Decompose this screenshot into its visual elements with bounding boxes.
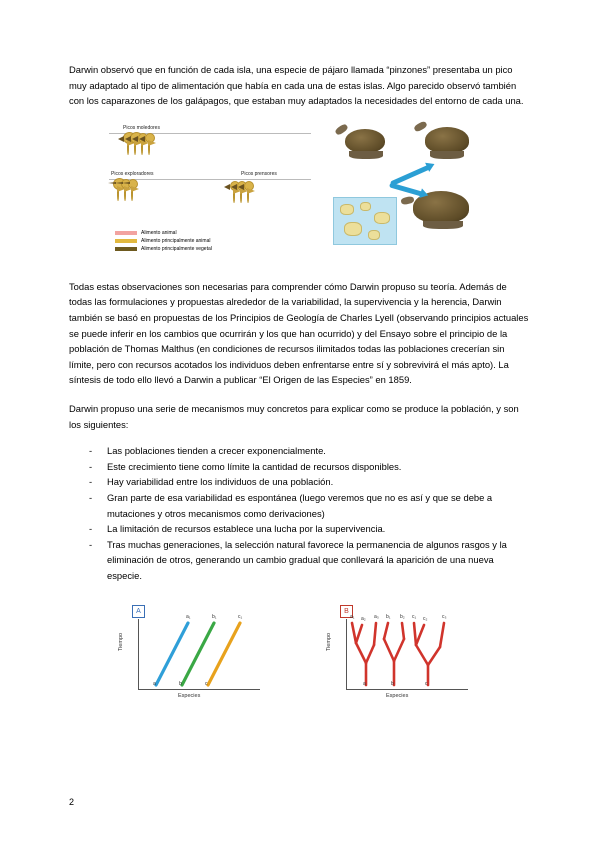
panel-b-x-label: Especies [386, 693, 409, 700]
panel-a-tip-c1: c₁ [238, 614, 243, 621]
bullet-dash: - [89, 491, 93, 503]
figure-finches-and-tortoises [69, 125, 531, 253]
list-item-label: Este crecimiento tiene como límite la cantidad de recursos disponibles. [107, 460, 402, 472]
finch-icon [117, 183, 119, 201]
tortoise-saddleback-left [345, 129, 385, 153]
diagram-panel-b [324, 605, 484, 703]
paragraph-mechanisms-intro: Darwin propuso una serie de mecanismos muy concretos para explicar como se produce la población, y son los siguientes: [69, 402, 519, 430]
page-content [69, 62, 531, 703]
finch-row-top [127, 137, 150, 155]
finch-icon [247, 185, 249, 203]
finch-label-grasping: Picos prensores [241, 170, 277, 177]
diagram-panel-a [116, 605, 276, 703]
panel-b-tip-c1: c₁ [412, 614, 417, 621]
panel-b-base-a: a [363, 681, 366, 688]
legend-swatch-animal [115, 231, 137, 235]
finch-icon [131, 183, 133, 201]
finch-beak-diagram [101, 125, 319, 253]
finch-divider-mid [109, 179, 311, 180]
list-item [69, 490, 531, 521]
mechanisms-list [69, 443, 531, 583]
list-item [69, 459, 531, 475]
panel-a-tip-a1: a₁ [186, 614, 191, 621]
panel-a-label: A [132, 605, 145, 618]
panel-b-base-c: c [425, 681, 428, 688]
panel-a-y-label: Tiempo [118, 633, 125, 652]
legend-label-mostly-animal: Alimento principalmente animal [141, 237, 211, 244]
panel-b-y-label: Tiempo [326, 633, 333, 652]
panel-a-x-label: Especies [178, 693, 201, 700]
arrow-to-domed [389, 182, 423, 196]
tortoise-saddleback-right [425, 127, 469, 153]
panel-b-tip-c3: c₃ [442, 614, 447, 621]
panel-b-label: B [340, 605, 353, 618]
panel-b-tip-b2: b₂ [400, 614, 405, 621]
legend-label-mostly-plant: Alimento principalmente vegetal [141, 245, 212, 252]
list-item [69, 474, 531, 490]
panel-a-tip-b1: b₁ [212, 614, 217, 621]
finch-row-right [233, 185, 249, 203]
page-number: 2 [69, 797, 75, 807]
bullet-dash: - [89, 445, 93, 457]
island-shape [368, 230, 380, 240]
panel-b-tip-a1: a₁ [350, 614, 355, 621]
legend-swatch-mostly-plant [115, 247, 137, 251]
legend-label-animal: Alimento animal [141, 229, 177, 236]
finch-icon [148, 137, 150, 155]
panel-a-base-b: b [179, 681, 182, 688]
legend-row [115, 229, 212, 237]
island-shape [344, 222, 362, 236]
figure-evolution-diagrams [69, 605, 531, 703]
bullet-dash: - [89, 460, 93, 472]
list-item-label: Tras muchas generaciones, la selección natural favorece la permanencia de algunos rasgos y la eliminación de otros, generando un cambio gradual que conllevará la aparición de una nueva especie. [107, 538, 507, 581]
panel-b-tip-b1: b₁ [386, 614, 391, 621]
panel-b-tip-a3: a₃ [374, 614, 379, 621]
finch-icon [124, 183, 126, 201]
bullet-dash: - [89, 523, 93, 535]
tortoise-diagram [329, 125, 499, 253]
panel-b-base-b: b [391, 681, 394, 688]
legend-swatch-mostly-animal [115, 239, 137, 243]
list-item [69, 537, 531, 584]
panel-b-tip-a2: a₂ [361, 616, 366, 623]
list-item-label: Gran parte de esa variabilidad es espontánea (luego veremos que no es así y que se debe a mutaciones y otros mecanismos como derivaciones) [107, 491, 493, 519]
list-item-label: Las poblaciones tienden a crecer exponencialmente. [107, 445, 326, 457]
galapagos-map [333, 197, 397, 245]
island-shape [360, 202, 371, 211]
figure-finches-tortoises-inner [101, 125, 499, 253]
panel-a-lines [116, 605, 276, 703]
list-item-label: La limitación de recursos establece una lucha por la supervivencia. [107, 523, 386, 535]
legend-row [115, 245, 212, 253]
paragraph-theory: Todas estas observaciones son necesarias para comprender cómo Darwin propuso su teoría. Además de todas las formulaciones y propuestas alrededor de la variabilidad, la supervivencia y la herencia, Darwin también se basó en propuestas de los Principios de Geología de Charles Lyell (observando principios actuales se puede inferir en los cambios que ocurrirán y los que han ocurrido) y del Ensayo sobre el principio de la población de Thomas Malthus (en condiciones de recursos ilimitados todas las poblaciones crecerían sin límite, pero con recursos acotados los individuos deben enfrentarse entre sí y sobrevivirá el más apto). La síntesis de todo ello llevó a Darwin a publicar “El Origen de las Especies” en 1859. [69, 280, 529, 386]
finch-row-left [117, 183, 133, 201]
island-shape [374, 212, 390, 224]
panel-a-base-a: a [153, 681, 156, 688]
list-item-label: Hay variabilidad entre los individuos de una población. [107, 476, 334, 488]
paragraph-intro: Darwin observó que en función de cada isla, una especie de pájaro llamada “pinzones” presentaba un pico muy adaptado al tipo de alimentación que había en cada una de estas islas. Algo parecido observó también con los caparazones de los galápagos, que estaban muy adaptados la necesidades del entorno de cada una. [69, 64, 524, 107]
list-item [69, 443, 531, 459]
finch-legend [115, 229, 212, 253]
legend-row [115, 237, 212, 245]
finch-label-grinding: Picos moledores [123, 124, 160, 131]
bullet-dash: - [89, 538, 93, 550]
list-item [69, 521, 531, 537]
island-shape [340, 204, 354, 215]
bullet-dash: - [89, 476, 93, 488]
panel-b-tip-c2: c₂ [423, 616, 428, 623]
arrow-to-saddleback [390, 164, 430, 186]
panel-a-base-c: c [205, 681, 208, 688]
finch-label-probing: Picos exploradores [111, 170, 154, 177]
